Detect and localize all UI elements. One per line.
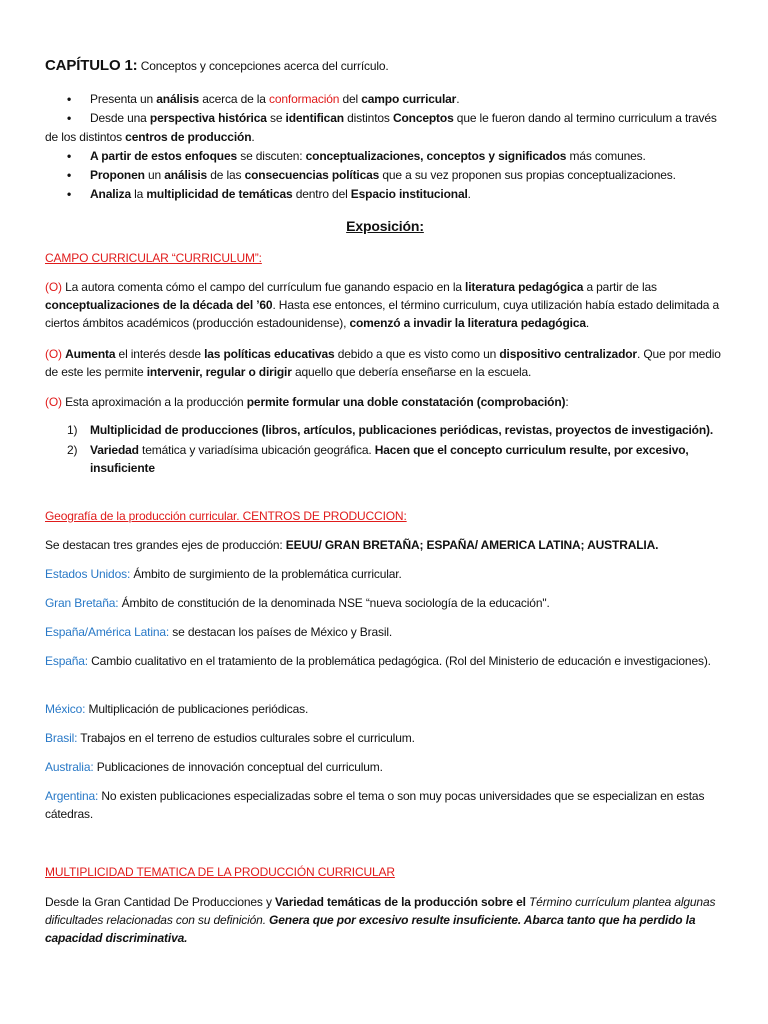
chapter-title xyxy=(45,57,389,75)
bullet-item: • Proponen un análisis de las consecuencias políticas que a su vez proponen sus propias conceptualizaciones. xyxy=(45,166,725,185)
geo-item-mexico: México: Multiplicación de publicaciones periódicas. xyxy=(45,702,309,716)
campo-paragraph-1: (O) La autora comenta cómo el campo del currículum fue ganando espacio en la literatura pedagógica a partir de las conceptualizaciones de la década del ’60. Hasta ese entonces, el término curriculum, cuya utilización había estado delimitada a ciertos ámbitos académicos (producción estadounidense), comenzó a invadir la literatura pedagógica. xyxy=(45,280,719,330)
multi-heading: MULTIPLICIDAD TEMATICA DE LA PRODUCCIÓN CURRICULAR xyxy=(45,865,395,879)
chapter-number: CAPÍTULO 1: xyxy=(45,57,138,74)
geo-item-australia: Australia: Publicaciones de innovación conceptual del curriculum. xyxy=(45,760,383,774)
constatacion-list xyxy=(45,421,725,477)
bullet-icon: • xyxy=(67,111,72,125)
geo-item-espana-america: España/América Latina: se destacan los países de México y Brasil. xyxy=(45,625,393,639)
geo-item-gran-bretana: Gran Bretaña: Ámbito de constitución de la denominada NSE “nueva sociología de la educación". xyxy=(45,596,550,610)
geo-intro: Se destacan tres grandes ejes de producción: EEUU/ GRAN BRETAÑA; ESPAÑA/ AMERICA LATINA; AUSTRALIA. xyxy=(45,538,659,552)
geo-item-estados-unidos: Estados Unidos: Ámbito de surgimiento de la problemática curricular. xyxy=(45,567,402,581)
campo-paragraph-3: (O) Esta aproximación a la producción permite formular una doble constatación (comprobación): xyxy=(45,395,569,409)
multi-paragraph: Desde la Gran Cantidad De Producciones y Variedad temáticas de la producción sobre el Término currículum plantea algunas dificultades relacionadas con su definición. Genera que por excesivo resulte insuficiente. Abarca tanto que ha perdido la capacidad discriminativa. xyxy=(45,895,716,945)
bullet-icon: • xyxy=(67,187,72,201)
campo-heading: CAMPO CURRICULAR “CURRICULUM”: xyxy=(45,251,262,265)
bullet-icon: • xyxy=(67,149,72,163)
list-item: 2) Variedad temática y variadísima ubicación geográfica. Hacen que el concepto curriculum resulte, por excesivo, insuficiente xyxy=(67,443,689,475)
bullet-item: • Analiza la multiplicidad de temáticas dentro del Espacio institucional. xyxy=(45,185,725,204)
list-item: 1) Multiplicidad de producciones (libros, artículos, publicaciones periódicas, revistas, proyectos de investigación). xyxy=(67,423,714,437)
geo-heading: Geografía de la producción curricular. CENTROS DE PRODUCCION: xyxy=(45,509,407,523)
geo-item-brasil: Brasil: Trabajos en el terreno de estudios culturales sobre el curriculum. xyxy=(45,731,415,745)
geo-item-espana: España: Cambio cualitativo en el tratamiento de la problemática pedagógica. (Rol del Ministerio de educación e investigaciones). xyxy=(45,654,711,668)
bullet-item: • Desde una perspectiva histórica se identifican distintos Conceptos que le fueron dando al termino curriculum a través de los distintos centros de producción. xyxy=(45,111,717,144)
chapter-subtitle: Conceptos y concepciones acerca del currículo. xyxy=(140,59,389,73)
summary-bullets xyxy=(45,90,725,204)
bullet-icon: • xyxy=(67,92,72,106)
bullet-icon: • xyxy=(67,168,72,182)
campo-paragraph-2: (O) Aumenta el interés desde las políticas educativas debido a que es visto como un dispositivo centralizador. Que por medio de este les permite intervenir, regular o dirigir aquello que debería enseñarse en la escuela. xyxy=(45,347,721,379)
geo-item-argentina: Argentina: No existen publicaciones especializadas sobre el tema o son muy pocas universidades que se especializan en estas cátedras. xyxy=(45,789,705,821)
exposicion-heading: Exposición: xyxy=(346,218,424,234)
bullet-item: • Presenta un análisis acerca de la conformación del campo curricular. xyxy=(45,90,725,109)
bullet-item: • A partir de estos enfoques se discuten: conceptualizaciones, conceptos y significados más comunes. xyxy=(45,147,725,166)
